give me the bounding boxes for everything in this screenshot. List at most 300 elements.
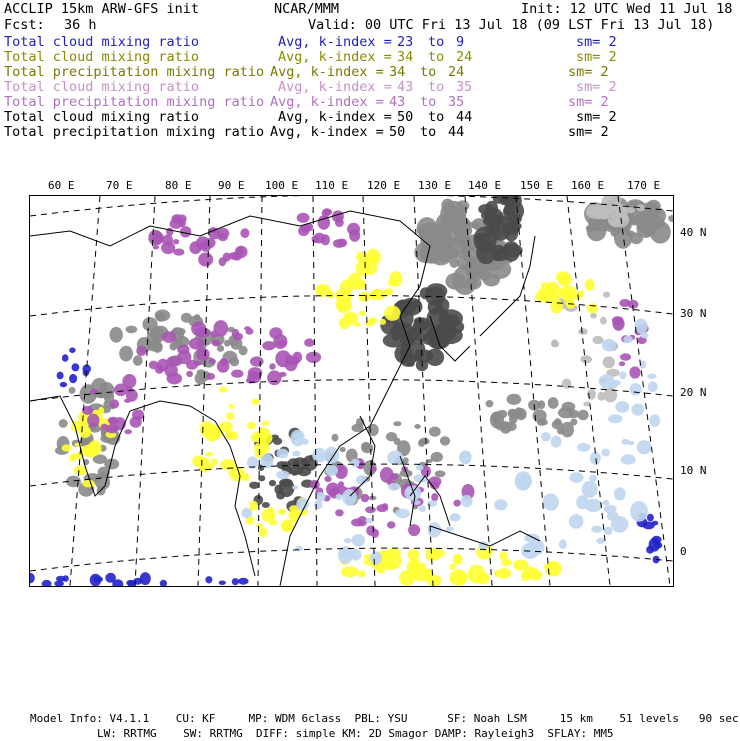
cloud-blob xyxy=(408,549,420,561)
cloud-blob xyxy=(324,209,332,215)
cloud-blob xyxy=(192,456,205,468)
cloud-blob xyxy=(647,373,656,379)
model-title: ACCLIP 15km ARW-GFS init xyxy=(4,1,200,17)
cloud-blob xyxy=(621,454,636,464)
fcst-value: 36 h xyxy=(64,17,97,33)
cloud-blob xyxy=(602,339,616,352)
cloud-blob xyxy=(105,573,116,583)
model-info-line2: LW: RRTMG SW: RRTMG DIFF: simple KM: 2D Smagor DAMP: Rayleigh3 SFLAY: MM5 xyxy=(97,727,614,740)
cloud-blob xyxy=(450,577,457,582)
field-k-from: 43 xyxy=(397,79,414,95)
cloud-blob xyxy=(290,430,304,447)
cloud-blob xyxy=(384,288,394,295)
cloud-blob xyxy=(497,410,508,418)
cloud-blob xyxy=(56,576,65,582)
cloud-blob xyxy=(269,363,275,370)
field-smoothing: sm= 2 xyxy=(576,79,617,95)
cloud-blob xyxy=(446,314,458,323)
cloud-blob xyxy=(390,326,405,336)
cloud-blob xyxy=(494,499,507,510)
cloud-blob xyxy=(325,465,338,476)
field-smoothing: sm= 2 xyxy=(576,49,617,65)
cloud-blob xyxy=(548,397,559,409)
cloud-blob xyxy=(241,508,252,518)
cloud-blob xyxy=(603,292,610,298)
cloud-blob xyxy=(454,500,461,507)
lon-label: 120 E xyxy=(367,179,401,192)
cloud-blob xyxy=(587,303,598,313)
cloud-blob xyxy=(324,476,331,482)
cloud-blob xyxy=(177,345,189,355)
field-k-to-word: to xyxy=(420,94,437,110)
cloud-blob xyxy=(218,233,228,241)
cloud-blob xyxy=(267,507,274,516)
cloud-blob xyxy=(414,424,420,429)
cloud-blob xyxy=(292,451,300,457)
cloud-blob xyxy=(204,424,220,442)
cloud-blob xyxy=(262,421,269,426)
cloud-blob xyxy=(206,373,215,380)
field-k-to: 35 xyxy=(456,79,473,95)
cloud-blob xyxy=(359,311,367,316)
field-k-to-word: to xyxy=(420,64,437,80)
cloud-blob xyxy=(72,363,80,371)
cloud-blob xyxy=(220,358,227,365)
cloud-blob xyxy=(582,481,598,498)
meridian-line xyxy=(313,196,317,586)
cloud-blob xyxy=(587,389,596,400)
cloud-blob xyxy=(274,485,283,495)
lon-label: 170 E xyxy=(627,179,661,192)
field-avg-label: Avg, k-index = xyxy=(278,79,392,95)
cloud-blob xyxy=(603,356,615,368)
cloud-blob xyxy=(631,404,644,416)
cloud-blob xyxy=(277,449,289,459)
cloud-blob xyxy=(196,348,209,361)
cloud-blob xyxy=(126,326,138,334)
cloud-blob xyxy=(80,421,87,427)
cloud-blob xyxy=(69,347,75,353)
cloud-blob xyxy=(635,319,648,334)
cloud-blob xyxy=(154,335,163,343)
cloud-blob xyxy=(327,291,334,298)
cloud-blob xyxy=(494,570,502,578)
cloud-blob xyxy=(256,523,263,528)
cloud-blob xyxy=(623,336,633,344)
field-k-from: 43 xyxy=(389,94,406,110)
cloud-blob xyxy=(668,215,673,223)
cloud-blob xyxy=(60,382,67,387)
cloud-blob xyxy=(580,355,592,363)
cloud-blob xyxy=(166,356,180,366)
cloud-blob xyxy=(507,394,522,405)
coastline xyxy=(215,421,255,576)
cloud-blob xyxy=(262,341,275,350)
lon-label: 130 E xyxy=(418,179,452,192)
cloud-blob xyxy=(365,253,377,263)
cloud-blob xyxy=(415,349,425,358)
valid-time: Valid: 00 UTC Fri 13 Jul 18 (09 LST Fri 13 Jul 18) xyxy=(308,17,715,33)
cloud-blob xyxy=(351,459,360,468)
cloud-blob xyxy=(352,534,366,547)
cloud-blob xyxy=(219,581,226,586)
field-k-from: 50 xyxy=(389,124,406,140)
cloud-blob xyxy=(339,318,351,329)
cloud-blob xyxy=(336,494,342,501)
cloud-blob xyxy=(262,502,270,508)
cloud-blob xyxy=(186,360,198,370)
cloud-blob xyxy=(250,356,264,366)
field-name: Total precipitation mixing ratio xyxy=(4,94,265,110)
cloud-blob xyxy=(359,292,371,302)
cloud-blob xyxy=(608,382,618,389)
lon-label: 60 E xyxy=(48,179,75,192)
cloud-blob xyxy=(160,580,167,586)
lon-label: 90 E xyxy=(218,179,245,192)
cloud-blob xyxy=(110,399,119,408)
cloud-blob xyxy=(648,381,658,392)
cloud-blob xyxy=(589,475,597,482)
cloud-blob xyxy=(382,503,388,509)
cloud-blob xyxy=(194,314,200,320)
cloud-blob xyxy=(335,509,344,516)
field-k-from: 34 xyxy=(389,64,406,80)
cloud-blob xyxy=(419,505,426,512)
cloud-blob xyxy=(239,346,248,356)
cloud-blob xyxy=(577,443,591,452)
meridian-line xyxy=(135,196,155,586)
map-canvas xyxy=(30,196,673,586)
cloud-blob xyxy=(61,444,71,451)
cloud-blob xyxy=(428,476,441,486)
cloud-blob xyxy=(503,206,515,215)
cloud-blob xyxy=(551,436,562,448)
cloud-blob xyxy=(641,332,649,338)
cloud-blob xyxy=(617,214,627,222)
cloud-blob xyxy=(231,370,243,378)
field-k-to-word: to xyxy=(428,49,445,65)
cloud-blob xyxy=(304,339,314,347)
cloud-blob xyxy=(619,361,625,366)
cloud-blob xyxy=(371,529,379,538)
cloud-blob xyxy=(521,571,530,582)
cloud-blob xyxy=(332,210,344,222)
lat-label: 10 N xyxy=(680,464,707,477)
cloud-blob xyxy=(431,452,443,462)
cloud-blob xyxy=(226,412,234,420)
cloud-blob xyxy=(333,239,345,248)
cloud-blob xyxy=(461,495,473,507)
cloud-blob xyxy=(214,320,229,337)
cloud-blob xyxy=(90,574,102,586)
cloud-blob xyxy=(596,538,605,544)
cloud-blob xyxy=(196,236,210,250)
cloud-blob xyxy=(541,432,551,441)
cloud-blob xyxy=(232,578,239,585)
field-k-to: 24 xyxy=(456,49,473,65)
field-smoothing: sm= 2 xyxy=(568,64,609,80)
cloud-blob xyxy=(171,214,182,224)
cloud-blob xyxy=(198,253,213,267)
cloud-blob xyxy=(69,374,77,383)
cloud-blob xyxy=(124,399,131,403)
cloud-blob xyxy=(269,480,276,486)
cloud-blob xyxy=(435,470,446,477)
cloud-blob xyxy=(59,419,68,428)
lat-label: 30 N xyxy=(680,307,707,320)
cloud-blob xyxy=(615,401,629,413)
field-k-to: 44 xyxy=(448,124,465,140)
cloud-blob xyxy=(87,414,99,428)
fcst-label: Fcst: xyxy=(4,17,45,33)
cloud-blob xyxy=(341,566,359,577)
cloud-blob xyxy=(427,500,437,507)
cloud-blob xyxy=(173,239,179,244)
cloud-blob xyxy=(136,346,146,357)
cloud-blob xyxy=(429,427,441,437)
cloud-blob xyxy=(295,546,302,552)
cloud-blob xyxy=(600,317,607,325)
cloud-blob xyxy=(119,346,133,362)
lon-label: 140 E xyxy=(468,179,502,192)
cloud-blob xyxy=(380,467,394,483)
cloud-blob xyxy=(515,407,522,414)
field-avg-label: Avg, k-index = xyxy=(278,109,392,125)
cloud-blob xyxy=(446,527,454,532)
cloud-blob xyxy=(650,414,661,427)
field-name: Total cloud mixing ratio xyxy=(4,49,200,65)
cloud-blob xyxy=(460,452,471,464)
cloud-blob xyxy=(601,449,610,457)
cloud-blob xyxy=(445,273,465,290)
cloud-blob xyxy=(501,559,512,566)
cloud-blob xyxy=(593,336,604,344)
cloud-blob xyxy=(312,448,326,463)
cloud-blob xyxy=(629,383,641,395)
cloud-blob xyxy=(413,474,424,482)
field-smoothing: sm= 2 xyxy=(576,34,617,50)
cloud-blob xyxy=(603,500,610,506)
cloud-blob xyxy=(126,580,134,586)
cloud-blob xyxy=(57,372,64,380)
cloud-blob xyxy=(393,421,401,426)
field-avg-label: Avg, k-index = xyxy=(270,64,384,80)
cloud-blob xyxy=(82,480,94,488)
cloud-blob xyxy=(620,353,631,361)
cloud-blob xyxy=(357,516,367,526)
field-k-to: 24 xyxy=(448,64,465,80)
lon-label: 70 E xyxy=(106,179,133,192)
cloud-blob xyxy=(148,230,162,246)
lat-label: 20 N xyxy=(680,386,707,399)
field-name: Total precipitation mixing ratio xyxy=(4,124,265,140)
cloud-blob xyxy=(614,487,626,500)
cloud-blob xyxy=(195,327,211,337)
cloud-blob xyxy=(569,514,584,529)
cloud-blob xyxy=(505,224,515,232)
cloud-blob xyxy=(415,320,429,331)
field-avg-label: Avg, k-index = xyxy=(278,49,392,65)
field-k-from: 34 xyxy=(397,49,414,65)
cloud-blob xyxy=(259,528,268,537)
cloud-blob xyxy=(290,356,299,365)
cloud-blob xyxy=(566,302,575,309)
cloud-blob xyxy=(358,570,366,577)
cloud-blob xyxy=(449,564,455,570)
cloud-blob xyxy=(293,457,308,470)
field-name: Total cloud mixing ratio xyxy=(4,109,200,125)
field-k-to-word: to xyxy=(428,109,445,125)
cloud-blob xyxy=(354,322,361,327)
cloud-blob xyxy=(332,434,339,442)
cloud-blob xyxy=(384,306,400,321)
cloud-blob xyxy=(249,482,259,489)
cloud-blob xyxy=(431,493,438,501)
cloud-blob xyxy=(462,243,471,253)
cloud-blob xyxy=(493,420,503,426)
cloud-blob xyxy=(499,552,508,560)
cloud-blob xyxy=(122,374,136,388)
cloud-blob xyxy=(219,257,227,266)
field-k-to: 9 xyxy=(456,34,465,50)
field-avg-label: Avg, k-index = xyxy=(270,124,384,140)
cloud-blob xyxy=(411,572,418,580)
field-k-to-word: to xyxy=(428,79,445,95)
cloud-blob xyxy=(315,492,325,502)
cloud-blob xyxy=(277,340,288,347)
cloud-blob xyxy=(186,371,193,377)
cloud-blob xyxy=(281,521,292,531)
cloud-blob xyxy=(570,419,577,426)
cloud-blob xyxy=(166,228,173,237)
cloud-blob xyxy=(269,327,282,339)
lat-label: 40 N xyxy=(680,226,707,239)
cloud-blob xyxy=(91,378,108,398)
cloud-blob xyxy=(394,438,401,445)
lon-label: 110 E xyxy=(315,179,349,192)
meridian-line xyxy=(516,196,550,586)
cloud-blob xyxy=(543,294,549,298)
field-k-to-word: to xyxy=(420,124,437,140)
field-avg-label: Avg, k-index = xyxy=(278,34,392,50)
cloud-blob xyxy=(387,521,395,528)
cloud-blob xyxy=(365,506,376,513)
cloud-blob xyxy=(385,561,396,571)
cloud-blob xyxy=(212,340,221,347)
cloud-blob xyxy=(156,313,163,319)
cloud-blob xyxy=(79,426,92,438)
cloud-blob xyxy=(219,387,228,393)
cloud-blob xyxy=(419,438,430,445)
cloud-blob xyxy=(422,333,435,345)
field-k-from: 50 xyxy=(397,109,414,125)
map-panel xyxy=(29,195,674,587)
cloud-blob xyxy=(99,472,106,477)
cloud-blob xyxy=(225,431,233,439)
cloud-blob xyxy=(173,249,184,256)
cloud-blob xyxy=(431,553,440,561)
cloud-blob xyxy=(135,416,141,420)
cloud-blob xyxy=(388,483,400,491)
cloud-blob xyxy=(247,422,256,430)
cloud-blob xyxy=(314,501,323,509)
cloud-blob xyxy=(468,565,485,584)
cloud-blob xyxy=(551,341,559,348)
cloud-blob xyxy=(205,452,213,457)
cloud-blob xyxy=(180,226,191,237)
cloud-blob xyxy=(533,409,547,422)
cloud-blob xyxy=(416,465,424,471)
cloud-blob xyxy=(142,317,157,331)
cloud-blob xyxy=(133,355,143,366)
cloud-blob xyxy=(270,520,278,526)
cloud-blob xyxy=(621,439,629,445)
cloud-blob xyxy=(317,287,325,293)
cloud-blob xyxy=(453,554,463,565)
cloud-blob xyxy=(569,472,583,483)
cloud-blob xyxy=(296,498,309,511)
cloud-blob xyxy=(484,208,503,227)
cloud-blob xyxy=(550,299,563,314)
cloud-blob xyxy=(395,509,410,519)
cloud-blob xyxy=(42,580,52,586)
cloud-blob xyxy=(267,370,282,385)
cloud-blob xyxy=(524,534,539,543)
cloud-blob xyxy=(251,399,260,405)
field-smoothing: sm= 2 xyxy=(568,94,609,110)
cloud-blob xyxy=(366,518,374,524)
cloud-blob xyxy=(445,248,461,258)
cloud-blob xyxy=(518,474,532,489)
cloud-blob xyxy=(593,207,607,217)
lat-label: 0 xyxy=(680,545,687,558)
model-info-line1: Model Info: V4.1.1 CU: KF MP: WDM 6class PBL: YSU SF: Noah LSM 15 km 51 levels 90 sec xyxy=(30,712,739,725)
cloud-blob xyxy=(30,573,35,584)
cloud-blob xyxy=(406,362,414,367)
cloud-blob xyxy=(576,495,588,509)
cloud-blob xyxy=(162,235,173,246)
cloud-blob xyxy=(155,365,164,374)
field-k-to: 44 xyxy=(456,109,473,125)
cloud-blob xyxy=(153,245,160,249)
cloud-blob xyxy=(205,576,212,583)
cloud-blob xyxy=(645,207,666,225)
cloud-blob xyxy=(361,443,373,453)
cloud-blob xyxy=(608,414,622,423)
cloud-blob xyxy=(558,407,574,418)
cloud-blob xyxy=(428,522,442,537)
cloud-blob xyxy=(604,505,617,514)
field-name: Total cloud mixing ratio xyxy=(4,79,200,95)
cloud-blob xyxy=(647,514,654,522)
cloud-blob xyxy=(370,551,382,565)
cloud-blob xyxy=(492,249,509,261)
cloud-blob xyxy=(590,313,597,319)
cloud-blob xyxy=(604,526,612,535)
cloud-blob xyxy=(86,443,98,457)
cloud-blob xyxy=(590,452,601,465)
cloud-blob xyxy=(539,288,550,295)
cloud-blob xyxy=(450,513,461,521)
cloud-blob xyxy=(69,387,76,394)
cloud-blob xyxy=(543,493,559,510)
cloud-blob xyxy=(591,526,602,533)
cloud-blob xyxy=(240,228,249,238)
field-k-to-word: to xyxy=(428,34,445,50)
cloud-blob xyxy=(306,352,321,363)
field-k-to: 35 xyxy=(448,94,465,110)
cloud-blob xyxy=(630,501,648,522)
